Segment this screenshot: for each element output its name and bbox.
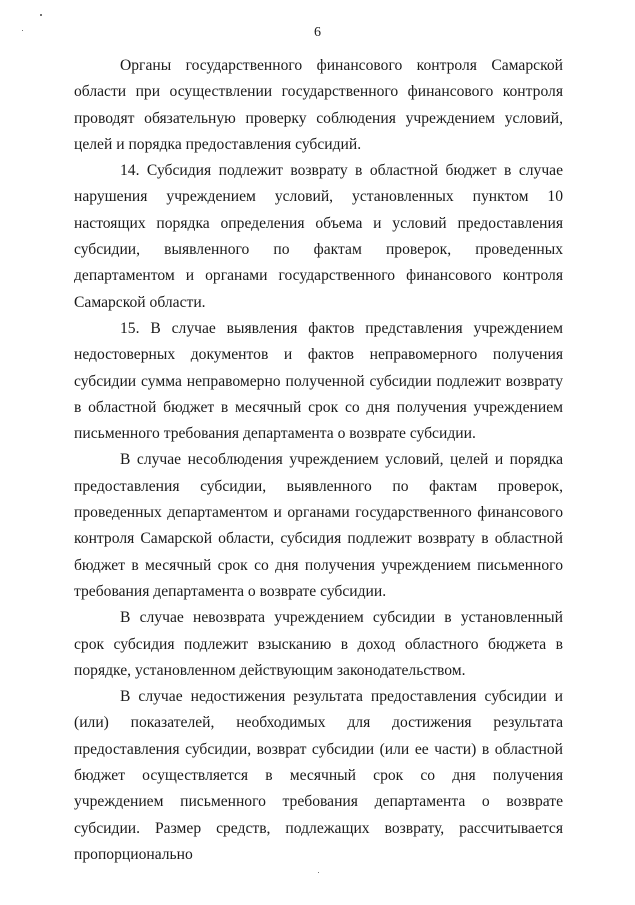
page-number: 6	[314, 25, 321, 40]
scan-speck	[318, 872, 319, 873]
paragraph-15-false-documents: 15. В случае выявления фактов представления учреждением недостоверных документов и фактов неправомерного получения субсидии сумма неправомерно полученной субсидии подлежит возврату в областной бюджет в месячный срок со дня получения учреждением письменного требования департамента о возврате субсидии.	[74, 319, 563, 443]
paragraph-result-not-achieved: В случае недостижения результата предоставления субсидии и (или) показателей, необходимых для достижения результата предоставления субсидии, возврат субсидии (или ее части) в областной бюджет осуществляется в месячный срок со дня получения учреждением письменного требования департамента о возврате субсидии. Размер средств, подлежащих возврату, рассчитывается пропорционально	[74, 688, 563, 863]
scan-speck	[40, 14, 42, 16]
paragraph-control-bodies: Органы государственного финансового контроля Самарской области при осуществлении государственного финансового контроля проводят обязательную проверку соблюдения учреждением условий, целей и порядка предоставления субсидий.	[74, 57, 563, 153]
document-body	[74, 53, 563, 868]
paragraph-14-refund-violation: 14. Субсидия подлежит возврату в областной бюджет в случае нарушения учреждением условий, установленных пунктом 10 настоящих порядка определения объема и условий предоставления субсидии, выявленного по фактам проверок, проведенных департаментом и органами государственного финансового контроля Самарской области.	[74, 162, 563, 311]
paragraph-non-return: В случае невозврата учреждением субсидии в установленный срок субсидия подлежит взысканию в доход областного бюджета в порядке, установленном действующим законодательством.	[74, 609, 563, 679]
paragraph-noncompliance: В случае несоблюдения учреждением условий, целей и порядка предоставления субсидии, выявленного по фактам проверок, проведенных департаментом и органами государственного финансового контроля Самарской области, субсидия подлежит возврату в областной бюджет в месячный срок со дня получения учреждением письменного требования департамента о возврате субсидии.	[74, 451, 563, 600]
